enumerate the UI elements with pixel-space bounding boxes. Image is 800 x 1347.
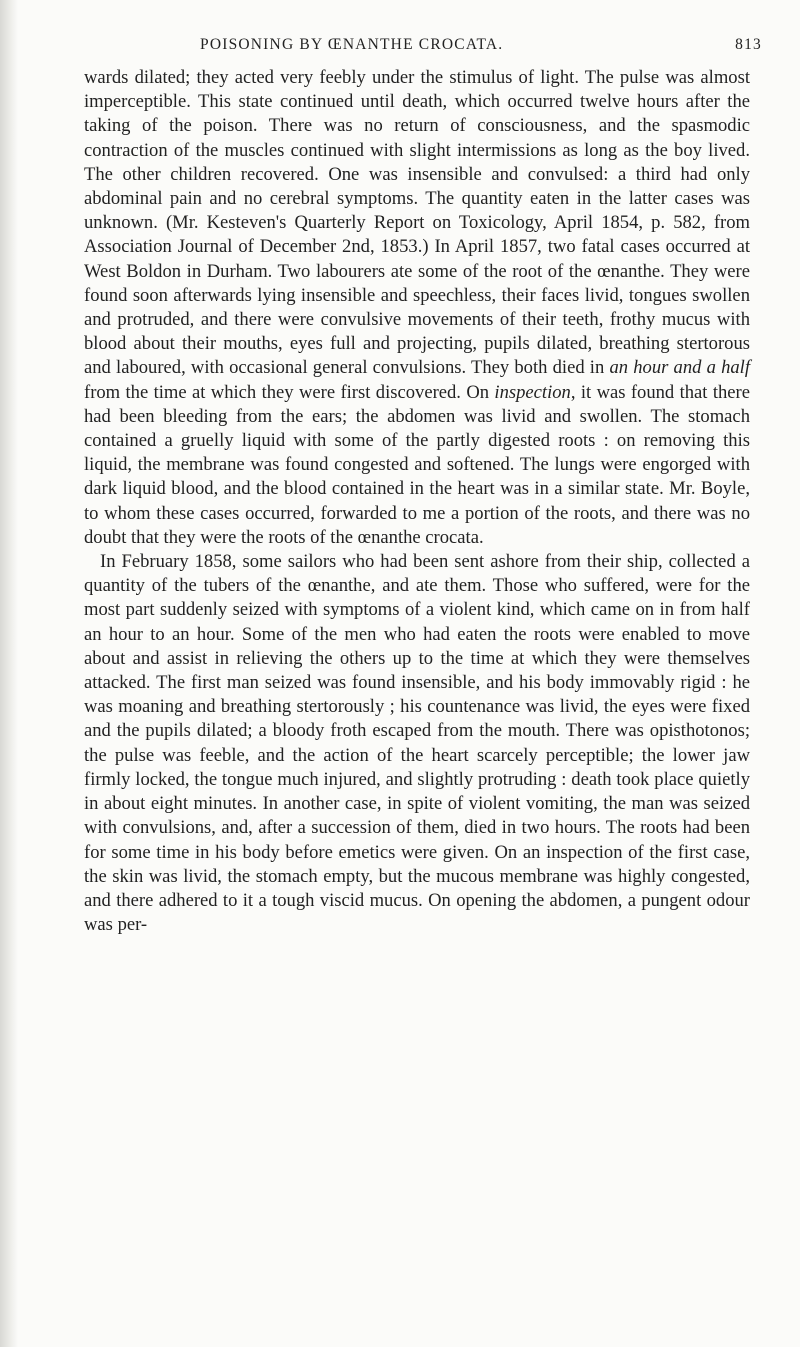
- body-text: [84, 66, 750, 937]
- paragraph-1-emphasis-inspection: inspection: [494, 381, 571, 403]
- paragraph-1-text-1: wards dilated; they acted very feebly under the stimulus of light. The pulse was almost imperceptible. This state continued until death, which occurred twelve hours after the taking of the poison. There was no return of consciousness, and the spasmodic contraction of the muscles continued with slight intermissions as long as the boy lived. The other children recovered. One was insensible and convulsed: a third had only abdominal pain and no cerebral symptoms. The quantity eaten in the latter cases was unknown. (Mr. Kesteven's Quarterly Report on Toxicology, April 1854, p. 582, from Association Journal of December 2nd, 1853.) In April 1857, two fatal cases occurred at West Boldon in Durham. Two labourers ate some of the root of the œnanthe. They were found soon afterwards lying insensible and speechless, their faces livid, tongues swollen and protruded, and there were convulsive movements of their teeth, frothy mucus with blood about their mouths, eyes full and projecting, pupils dilated, breathing stertorous and laboured, with occasional general convulsions. They both died in: [84, 67, 750, 379]
- paragraph-2-text: In February 1858, some sailors who had been sent ashore from their ship, collected a quantity of the tubers of the œnanthe, and ate them. Those who suffered, were for the most part suddenly seized with symptoms of a violent kind, which came on in from half an hour to an hour. Some of the men who had eaten the roots were enabled to move about and assist in relieving the others up to the time at which they were themselves attacked. The first man seized was found insensible, and his body immovably rigid : he was moaning and breathing stertorously ; his countenance was livid, the eyes were fixed and the pupils dilated; a bloody froth escaped from the mouth. There was opisthotonos; the pulse was feeble, and the action of the heart scarcely perceptible; the lower jaw firmly locked, the tongue much injured, and slightly protruding : death took place quietly in about eight minutes. In another case, in spite of violent vomiting, the man was seized with convulsions, and, after a succession of them, died in two hours. The roots had been for some time in his body before emetics were given. On an inspection of the first case, the skin was livid, the stomach empty, but the mucous membrane was highly congested, and there adhered to it a tough viscid mucus. On opening the abdomen, a pungent odour was per-: [84, 551, 750, 936]
- paragraph-1: [84, 66, 750, 550]
- binding-gutter-shadow: [0, 0, 18, 1347]
- running-head: POISONING BY ŒNANTHE CROCATA.: [200, 36, 504, 53]
- page-number: 813: [735, 36, 762, 53]
- paragraph-1-text-2: from the time at which they were first discovered. On: [84, 381, 495, 403]
- paragraph-1-text-3: , it was found that there had been bleeding from the ears; the abdomen was livid and swollen. The stomach contained a gruelly liquid with some of the partly digested roots : on removing this liquid, the membrane was found congested and softened. The lungs were engorged with dark liquid blood, and the blood contained in the heart was in a similar state. Mr. Boyle, to whom these cases occurred, forwarded to me a portion of the roots, and there was no doubt that they were the roots of the œnanthe crocata.: [84, 381, 750, 548]
- paragraph-2: [84, 550, 750, 937]
- page-header: [80, 36, 780, 58]
- paragraph-1-emphasis-duration: an hour and a half: [609, 357, 750, 379]
